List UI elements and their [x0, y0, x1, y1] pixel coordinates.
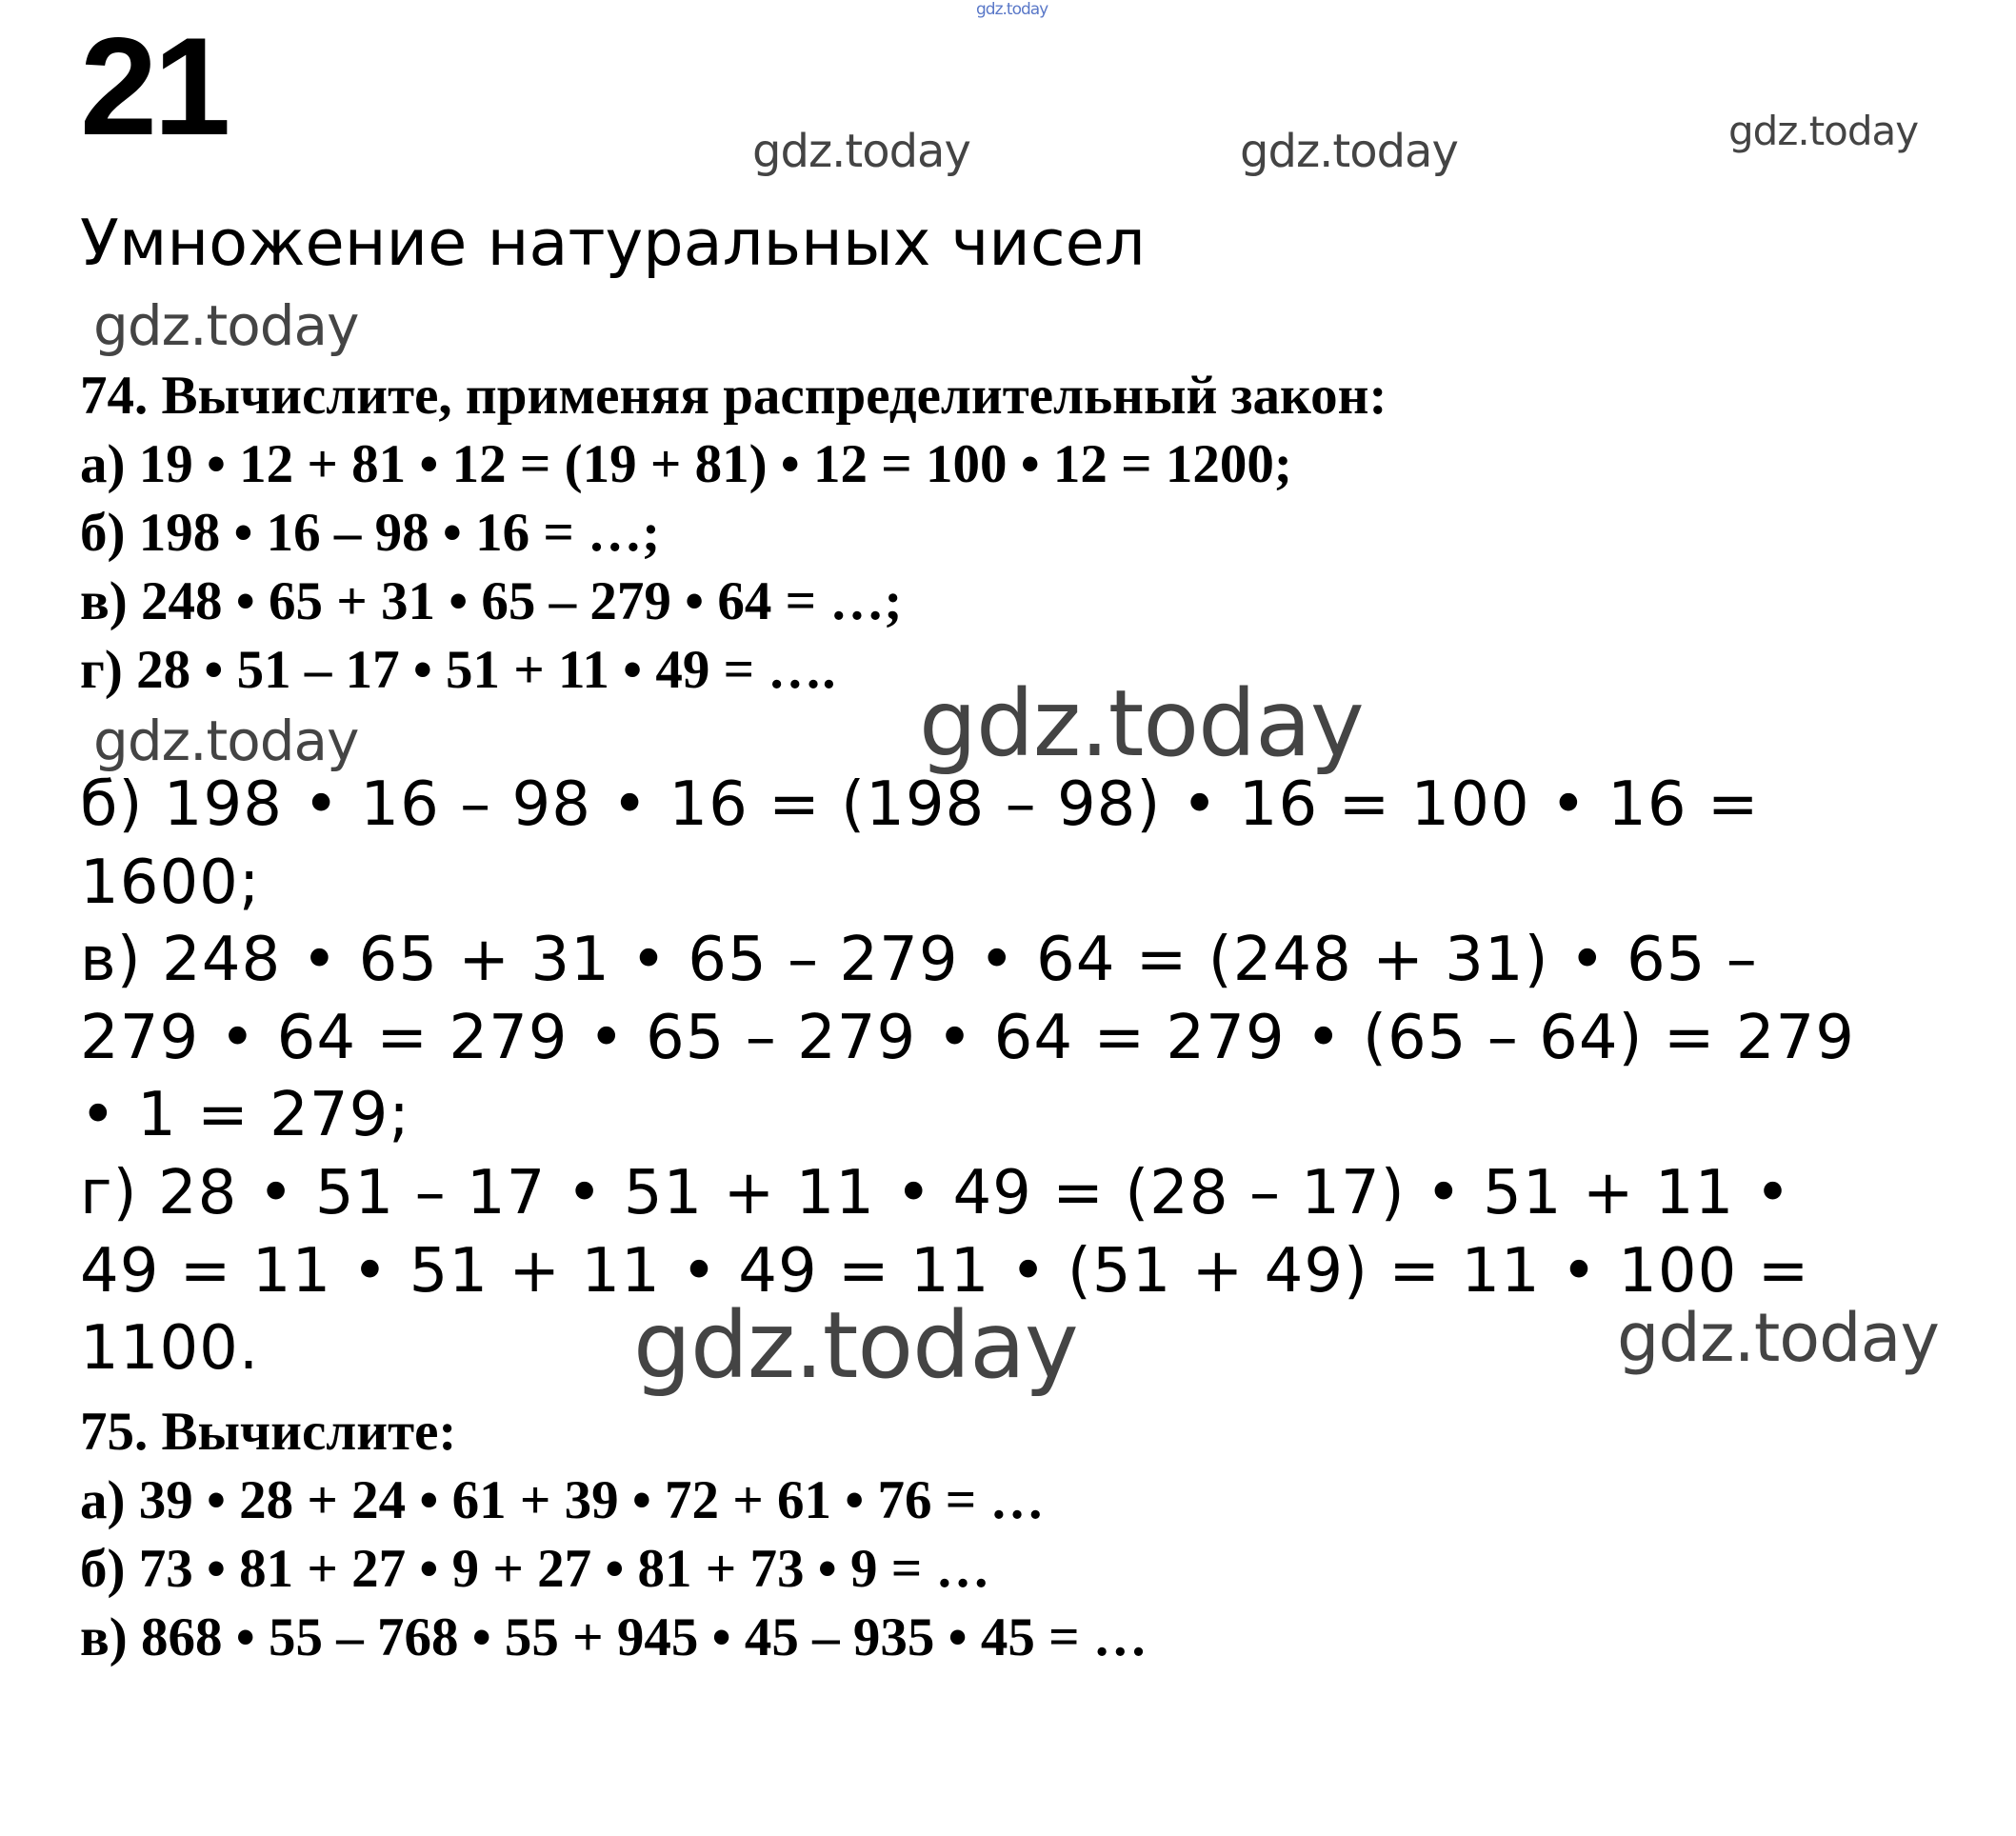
task-74-item-g: г) 28 • 51 – 17 • 51 + 11 • 49 = ….	[80, 640, 836, 700]
task-74-item-v: в) 248 • 65 + 31 • 65 – 279 • 64 = …;	[80, 571, 903, 631]
solution-line: • 1 = 279;	[80, 1080, 410, 1151]
task-75-item-v: в) 868 • 55 – 768 • 55 + 945 • 45 – 935 • 45 = …	[80, 1607, 1148, 1667]
solution-line: 1600;	[80, 847, 261, 918]
solution-line: в) 248 • 65 + 31 • 65 – 279 • 64 = (248 + 31) • 65 –	[80, 925, 1758, 996]
watermark: gdz.today	[93, 708, 359, 773]
watermark: gdz.today	[752, 125, 970, 178]
page-number: 21	[80, 9, 228, 164]
watermark: gdz.today	[93, 293, 359, 358]
task-74	[80, 362, 1387, 705]
solution-line: 1100.	[80, 1313, 260, 1385]
watermark: gdz.today	[633, 1292, 1078, 1399]
solution-line: б) 198 • 16 – 98 • 16 = (198 – 98) • 16 = 100 • 16 =	[80, 769, 1760, 840]
watermark: gdz.today	[1617, 1299, 1939, 1377]
solution	[80, 767, 1985, 1388]
solution-line: 49 = 11 • 51 + 11 • 49 = 11 • (51 + 49) = 11 • 100 =	[80, 1235, 1810, 1307]
topic-title: Умножение натуральных чисел	[80, 206, 1146, 280]
watermark: gdz.today	[1728, 108, 1919, 154]
task-75-item-b: б) 73 • 81 + 27 • 9 + 27 • 81 + 73 • 9 = …	[80, 1539, 990, 1599]
task-75	[80, 1398, 1148, 1672]
solution-line: г) 28 • 51 – 17 • 51 + 11 • 49 = (28 – 17) • 51 + 11 •	[80, 1157, 1792, 1228]
watermark: gdz.today	[919, 670, 1364, 777]
task-74-item-b: б) 198 • 16 – 98 • 16 = …;	[80, 503, 661, 563]
task-75-heading: 75. Вычислите:	[80, 1402, 457, 1462]
task-74-heading: 74. Вычислите, применяя распределительный закон:	[80, 366, 1387, 426]
watermark: gdz.today	[1240, 125, 1458, 178]
task-75-item-a: а) 39 • 28 + 24 • 61 + 39 • 72 + 61 • 76 = …	[80, 1470, 1045, 1530]
solution-line: 279 • 64 = 279 • 65 – 279 • 64 = 279 • (65 – 64) = 279	[80, 1002, 1855, 1073]
task-74-item-a: а) 19 • 12 + 81 • 12 = (19 + 81) • 12 = 100 • 12 = 1200;	[80, 434, 1292, 494]
watermark-tiny: gdz.today	[976, 0, 1048, 19]
